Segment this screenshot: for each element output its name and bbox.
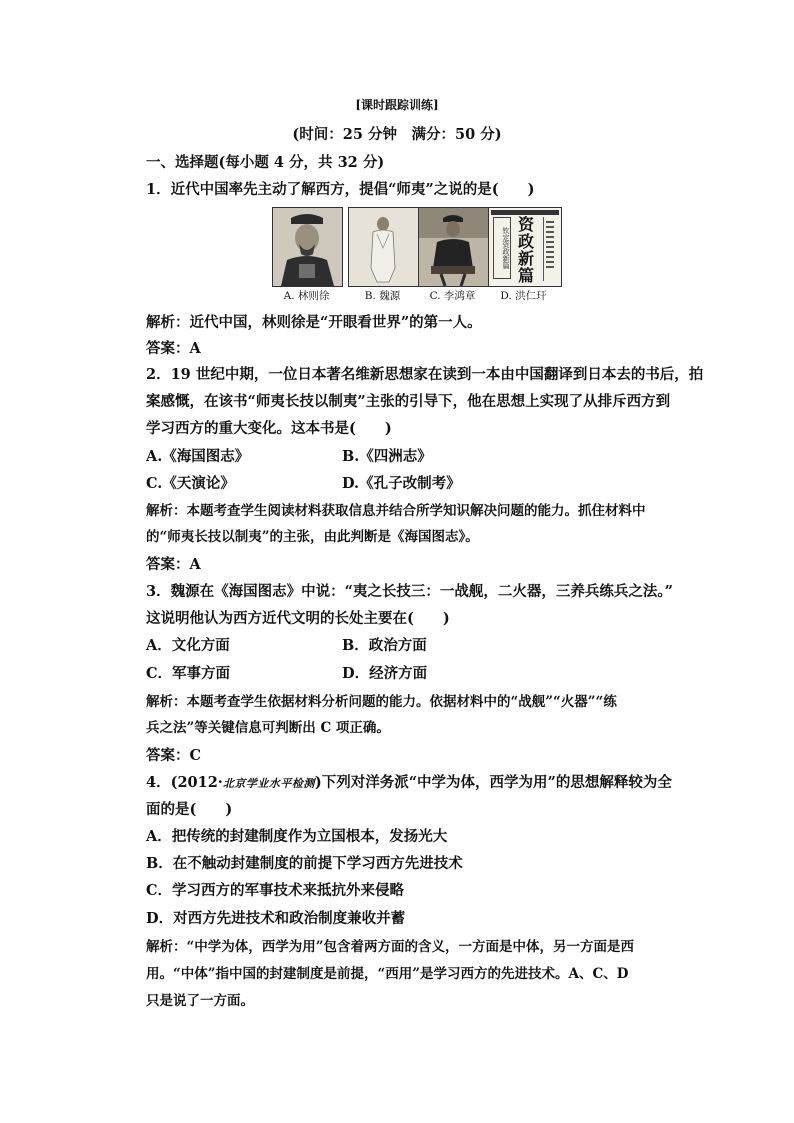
q4-analysis-line-2: 用。“中体”指中国的封建制度是前提，“西用”是学习西方的先进技术。A、C、D — [146, 966, 629, 982]
q4-option-a: A．把传统的封建制度作为立国根本，发扬光大 — [146, 828, 448, 845]
q1-option-d: D. 洪仁玕 — [500, 290, 547, 302]
section-title: [课时跟踪训练] — [355, 98, 439, 112]
q3-stem-line-2: 这说明他认为西方近代文明的长处主要在( ) — [146, 610, 450, 627]
q4-option-c: C．学习西方的军事技术来抵抗外来侵略 — [146, 882, 405, 899]
q2-option-d: D.《孔子改制考》 — [342, 475, 461, 492]
q2-stem-line-1: 2．19 世纪中期，一位日本著名维新思想家在读到一本由中国翻译到日本去的书后，拍 — [146, 366, 704, 383]
q4-stem-line-2: 面的是( ) — [146, 801, 233, 818]
analysis-label: 解析： — [146, 503, 187, 519]
q4-stem-line-1 — [146, 773, 672, 794]
book-cover-title: 资政新篇 — [517, 215, 534, 285]
q3-option-c: C．军事方面 — [146, 665, 231, 682]
book-cover-side-column — [543, 217, 556, 281]
portrait-li-hongzhang — [418, 207, 489, 287]
q3-option-d: D．经济方面 — [342, 665, 428, 682]
q3-answer: 答案：C — [146, 747, 202, 764]
time-info: (时间：25 分钟 满分：50 分) — [292, 126, 502, 143]
q1-stem: 1．近代中国率先主动了解西方，提倡“师夷”之说的是( ) — [146, 181, 535, 198]
q1-option-a: A. 林则徐 — [283, 290, 330, 302]
q4-stem-suffix: )下列对洋务派“中学为体，西学为用”的思想解释较为全 — [314, 774, 672, 791]
q2-stem-line-2: 案感慨，在该书“师夷长技以制夷”主张的引导下，他在思想上实现了从排斥西方到 — [146, 393, 671, 410]
q1-option-c: C. 李鸿章 — [429, 290, 476, 302]
analysis-label: 解析： — [146, 939, 187, 955]
portrait-li-hongzhang-image — [419, 208, 488, 286]
q3-analysis-line-2: 兵之法”等关键信息可判断出 C 项正确。 — [146, 720, 390, 736]
q4-option-d: D．对西方先进技术和政治制度兼收并蓄 — [146, 910, 406, 927]
q1-analysis-text: 近代中国，林则徐是“开眼看世界”的第一人。 — [189, 314, 482, 331]
q1-option-b: B. 魏源 — [364, 290, 401, 302]
q2-stem-line-3: 学习西方的重大变化。这本书是( ) — [146, 420, 392, 437]
q2-analysis-line-1 — [146, 501, 646, 521]
q1-analysis — [146, 313, 482, 333]
q4-analysis-line-1 — [146, 937, 634, 957]
q4-option-b: B．在不触动封建制度的前提下学习西方先进技术 — [146, 855, 463, 872]
analysis-label: 解析： — [146, 314, 190, 331]
q3-stem-line-1: 3．魏源在《海国图志》中说：“夷之长技三：一战舰，二火器，三养兵练兵之法。” — [146, 583, 674, 600]
section-heading: 一、选择题(每小题 4 分，共 32 分) — [146, 154, 385, 171]
portrait-lin-zexu — [272, 207, 343, 287]
q2-option-a: A.《海国图志》 — [146, 448, 250, 465]
q2-analysis-text-1: 本题考查学生阅读材料获取信息并结合所学知识解决问题的能力。抓住材料中 — [186, 503, 646, 519]
q2-analysis-line-2: 的“师夷长技以制夷”的主张，由此判断是《海国图志》。 — [146, 529, 479, 545]
book-cover-side-text — [546, 221, 554, 271]
q2-option-c: C.《天演论》 — [146, 475, 235, 492]
q3-analysis-line-1 — [146, 692, 617, 712]
q3-option-b: B．政治方面 — [342, 637, 427, 654]
q4-stem-prefix: 4．(2012· — [146, 774, 223, 791]
book-cover-small-text: 钦定资政新篇 — [493, 217, 511, 279]
portrait-lin-zexu-image — [273, 208, 342, 286]
q3-option-a: A．文化方面 — [146, 637, 230, 654]
portrait-wei-yuan — [348, 207, 419, 287]
q2-answer: 答案：A — [146, 556, 201, 573]
q2-option-b: B.《四洲志》 — [342, 448, 432, 465]
q4-source: 北京学业水平检测 — [222, 777, 315, 790]
analysis-label: 解析： — [146, 694, 187, 710]
q4-analysis-text-1: “中学为体，西学为用”包含着两方面的含义，一方面是中体，另一方面是西 — [186, 939, 635, 955]
q1-portrait-row — [272, 207, 562, 307]
book-cover-zizheng-xinpian — [488, 207, 562, 287]
portrait-wei-yuan-image — [349, 208, 418, 286]
q4-analysis-line-3: 只是说了一方面。 — [146, 993, 254, 1009]
q1-answer: 答案：A — [146, 340, 201, 357]
q3-analysis-text-1: 本题考查学生依据材料分析问题的能力。依据材料中的“战舰”“火器”“练 — [186, 694, 617, 710]
